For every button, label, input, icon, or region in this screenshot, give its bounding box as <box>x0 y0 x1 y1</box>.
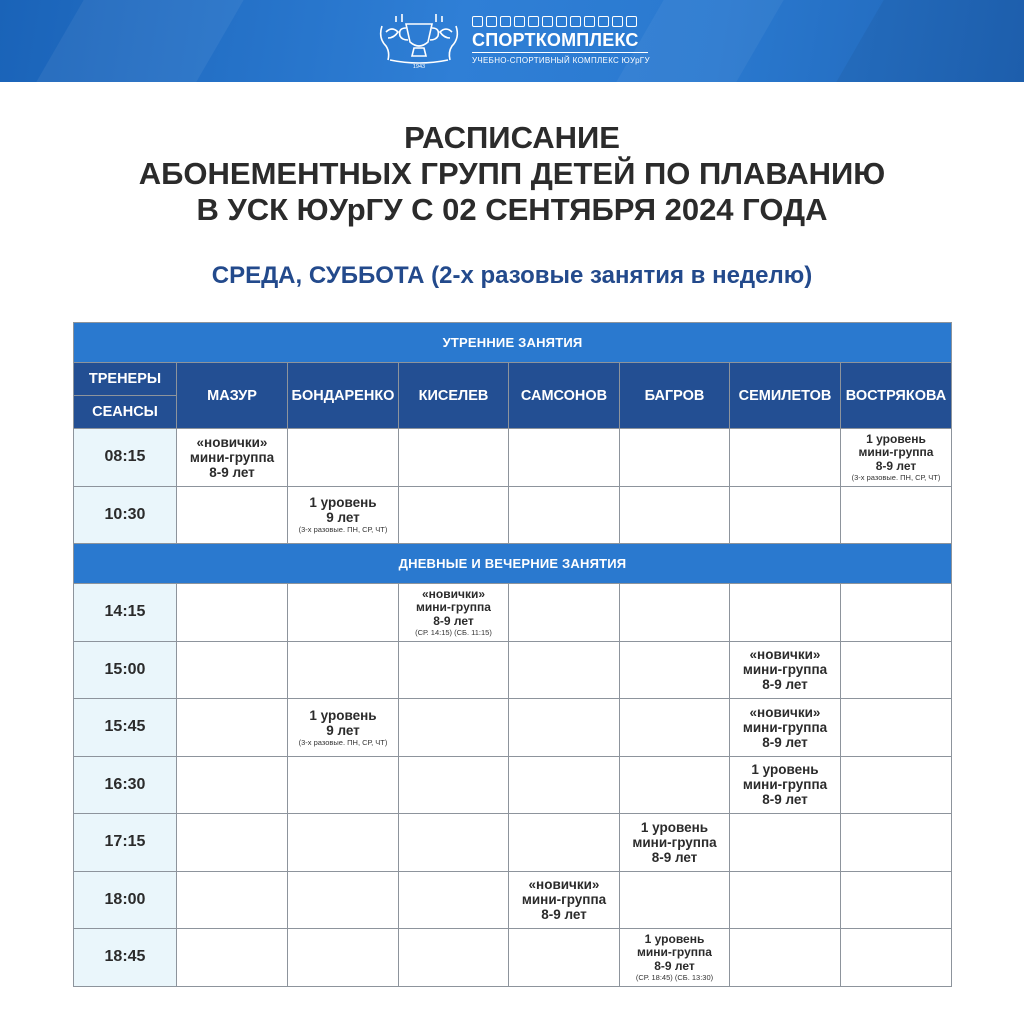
coach-name: МАЗУР <box>177 363 288 429</box>
schedule-cell <box>288 814 399 872</box>
schedule-cell <box>509 929 620 987</box>
sport-icon <box>500 16 511 27</box>
schedule-cell <box>730 756 841 814</box>
schedule-cell <box>841 486 952 544</box>
group-line: 1 уровень <box>866 431 926 446</box>
title-line-1: РАСПИСАНИЕ <box>404 120 620 155</box>
group-line: «новички» <box>749 647 821 663</box>
table-row <box>74 486 952 544</box>
group-line: 8-9 лет <box>654 958 695 973</box>
group-line: 8-9 лет <box>875 458 917 473</box>
group-line: мини-группа <box>637 945 712 959</box>
schedule-cell <box>730 814 841 872</box>
schedule-cell <box>509 641 620 699</box>
schedule-cell <box>288 699 399 757</box>
group-line: 9 лет <box>326 722 360 738</box>
group-line: «новички» <box>196 434 268 450</box>
schedule-cell <box>730 641 841 699</box>
sport-icon <box>598 16 609 27</box>
session-time: 10:30 <box>74 486 177 544</box>
schedule-cell <box>399 429 509 487</box>
schedule-cell <box>841 699 952 757</box>
group-note: (СР. 14:15) (СБ. 11:15) <box>415 628 492 637</box>
header-banner <box>0 0 1024 82</box>
schedule-cell <box>177 641 288 699</box>
logo-name: СПОРТКОМПЛЕКС <box>472 30 639 50</box>
schedule-cell <box>288 486 399 544</box>
schedule-cell <box>730 486 841 544</box>
group-line: 1 уровень <box>309 495 377 511</box>
title-line-3: В УСК ЮУрГУ С 02 СЕНТЯБРЯ 2024 ГОДА <box>196 192 828 227</box>
table-row <box>74 871 952 929</box>
logo-divider <box>472 52 648 53</box>
schedule-cell <box>177 429 288 487</box>
table-row <box>74 814 952 872</box>
trainers-label: ТРЕНЕРЫ <box>74 363 177 396</box>
schedule-cell <box>841 814 952 872</box>
schedule-cell <box>288 584 399 642</box>
schedule-cell <box>620 429 730 487</box>
sport-icons-row <box>472 16 637 28</box>
group-note: (3-х разовые. ПН, СР, ЧТ) <box>298 737 388 747</box>
sport-icon <box>542 16 553 27</box>
schedule-cell <box>399 871 509 929</box>
section-band <box>74 323 952 363</box>
group-line: «новички» <box>749 704 821 720</box>
schedule-cell <box>620 641 730 699</box>
schedule-cell <box>620 814 730 872</box>
table-row <box>74 929 952 987</box>
sportcomplex-emblem-icon <box>376 12 462 70</box>
session-time: 16:30 <box>74 756 177 814</box>
schedule-cell <box>288 929 399 987</box>
group-line: 8-9 лет <box>762 677 808 693</box>
schedule-cell <box>177 756 288 814</box>
schedule-cell <box>509 486 620 544</box>
schedule-cell <box>730 699 841 757</box>
schedule-cell <box>399 756 509 814</box>
table-row <box>74 756 952 814</box>
group-line: мини-группа <box>742 719 828 735</box>
schedule-cell <box>620 929 730 987</box>
coach-header-row <box>74 363 952 396</box>
schedule-days-subtitle: СРЕДА, СУББОТА (2-х разовые занятия в неделю) <box>211 262 813 289</box>
section-band-label: ДНЕВНЫЕ И ВЕЧЕРНИЕ ЗАНЯТИЯ <box>74 544 952 584</box>
schedule-cell <box>177 814 288 872</box>
coach-name: БАГРОВ <box>620 363 730 429</box>
schedule-cell <box>841 429 952 487</box>
schedule-cell <box>730 871 841 929</box>
schedule-cell <box>730 429 841 487</box>
session-time: 18:00 <box>74 871 177 929</box>
group-line: 8-9 лет <box>433 613 474 628</box>
coach-name: СЕМИЛЕТОВ <box>730 363 841 429</box>
sport-icon <box>472 16 483 27</box>
group-line: 1 уровень <box>751 762 819 778</box>
group-line: 1 уровень <box>644 931 705 946</box>
table-row <box>74 584 952 642</box>
schedule-cell <box>288 871 399 929</box>
session-time: 14:15 <box>74 584 177 642</box>
schedule-cell <box>288 641 399 699</box>
page-title <box>0 120 1024 228</box>
schedule-cell <box>620 871 730 929</box>
schedule-cell <box>177 871 288 929</box>
coach-name: БОНДАРЕНКО <box>288 363 399 429</box>
schedule-cell <box>841 584 952 642</box>
group-line: 8-9 лет <box>209 464 255 480</box>
group-line: мини-группа <box>189 449 275 465</box>
group-line: 1 уровень <box>640 819 709 835</box>
schedule-cell <box>177 486 288 544</box>
coach-name: ВОСТРЯКОВА <box>841 363 952 429</box>
group-line: 8-9 лет <box>651 849 698 865</box>
sport-icon <box>570 16 581 27</box>
coach-name: САМСОНОВ <box>509 363 620 429</box>
schedule-cell <box>509 429 620 487</box>
schedule-cell <box>399 699 509 757</box>
svg-text:1943: 1943 <box>412 64 426 70</box>
group-line: «новички» <box>528 877 600 893</box>
group-line: мини-группа <box>858 445 934 459</box>
group-line: мини-группа <box>742 777 828 793</box>
coach-name: КИСЕЛЕВ <box>399 363 509 429</box>
group-line: мини-группа <box>416 600 491 614</box>
group-note: (3-х разовые. ПН, СР, ЧТ) <box>851 473 941 482</box>
schedule-cell <box>509 756 620 814</box>
schedule-cell <box>620 486 730 544</box>
sport-icon <box>584 16 595 27</box>
schedule-cell <box>177 929 288 987</box>
section-band-label: УТРЕННИЕ ЗАНЯТИЯ <box>74 323 952 363</box>
schedule-cell <box>620 584 730 642</box>
schedule-cell <box>177 584 288 642</box>
schedule-cell <box>620 756 730 814</box>
schedule-cell <box>841 929 952 987</box>
schedule-cell <box>730 929 841 987</box>
schedule-cell <box>399 486 509 544</box>
sport-icon <box>514 16 525 27</box>
schedule-cell <box>288 429 399 487</box>
schedule-cell <box>399 641 509 699</box>
schedule-table <box>73 322 952 987</box>
schedule-cell <box>841 756 952 814</box>
schedule-cell <box>509 584 620 642</box>
title-line-2: АБОНЕМЕНТНЫХ ГРУПП ДЕТЕЙ ПО ПЛАВАНИЮ <box>138 156 886 191</box>
session-time: 15:45 <box>74 699 177 757</box>
schedule-cell <box>509 814 620 872</box>
session-time: 15:00 <box>74 641 177 699</box>
schedule-cell <box>399 584 509 642</box>
sessions-label: СЕАНСЫ <box>74 396 177 429</box>
session-time: 18:45 <box>74 929 177 987</box>
sport-icon <box>626 16 637 27</box>
session-time: 17:15 <box>74 814 177 872</box>
schedule-cell <box>399 814 509 872</box>
schedule-cell <box>730 584 841 642</box>
session-time: 08:15 <box>74 429 177 487</box>
group-line: 8-9 лет <box>541 907 587 923</box>
section-band <box>74 544 952 584</box>
schedule-cell <box>509 699 620 757</box>
schedule-cell <box>509 871 620 929</box>
sport-icon <box>556 16 567 27</box>
table-row <box>74 699 952 757</box>
schedule-cell <box>841 641 952 699</box>
group-note: (3-х разовые. ПН, СР, ЧТ) <box>298 525 388 535</box>
sport-icon <box>612 16 623 27</box>
group-line: 9 лет <box>326 510 360 526</box>
group-line: 8-9 лет <box>762 792 808 808</box>
schedule-cell <box>288 756 399 814</box>
group-line: «новички» <box>421 586 486 601</box>
schedule-cell <box>841 871 952 929</box>
logo-subtitle: УЧЕБНО-СПОРТИВНЫЙ КОМПЛЕКС ЮУрГУ <box>472 56 650 65</box>
group-line: мини-группа <box>742 662 828 678</box>
schedule-cell <box>620 699 730 757</box>
group-note: (СР. 18:45) (СБ. 13:30) <box>635 973 714 982</box>
schedule-cell <box>399 929 509 987</box>
schedule-cell <box>177 699 288 757</box>
sport-icon <box>528 16 539 27</box>
sport-icon <box>486 16 497 27</box>
group-line: мини-группа <box>632 834 717 850</box>
group-line: мини-группа <box>521 892 607 908</box>
group-line: 1 уровень <box>309 707 377 723</box>
table-row <box>74 641 952 699</box>
group-line: 8-9 лет <box>762 734 808 750</box>
table-row <box>74 429 952 487</box>
